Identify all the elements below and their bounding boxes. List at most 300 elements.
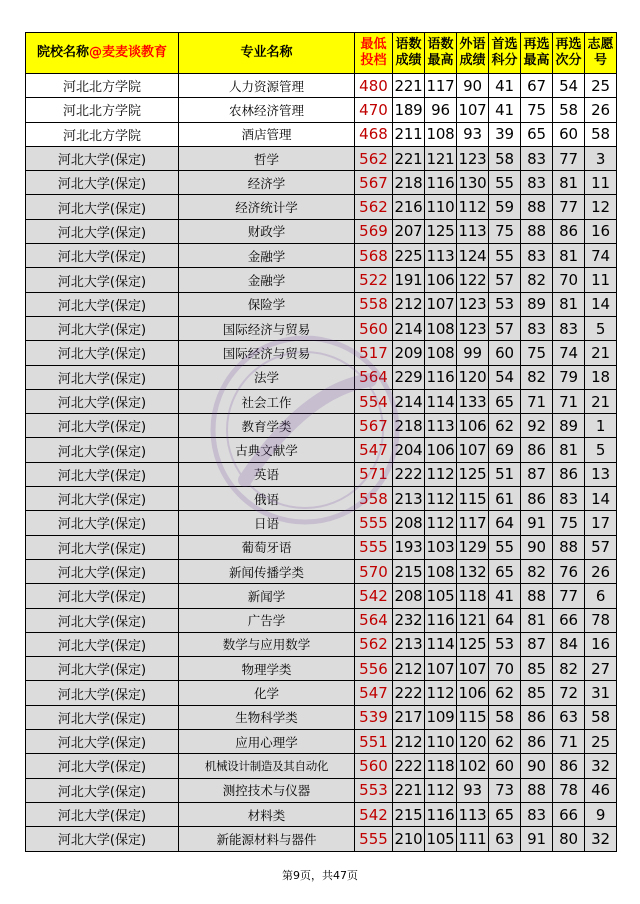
foreign-cell: 115 bbox=[457, 705, 489, 729]
second-next-cell: 70 bbox=[553, 268, 585, 292]
first-subject-cell: 63 bbox=[489, 827, 521, 851]
table-row bbox=[26, 195, 617, 219]
second-next-cell: 84 bbox=[553, 632, 585, 656]
school-cell: 河北大学(保定) bbox=[26, 292, 179, 316]
chinese-math-cell: 212 bbox=[393, 657, 425, 681]
school-cell: 河北大学(保定) bbox=[26, 438, 179, 462]
table-row bbox=[26, 487, 617, 511]
school-cell: 河北大学(保定) bbox=[26, 511, 179, 535]
second-max-cell: 82 bbox=[521, 559, 553, 583]
table-row bbox=[26, 535, 617, 559]
second-next-cell: 81 bbox=[553, 292, 585, 316]
chinese-math-max-cell: 125 bbox=[425, 219, 457, 243]
chinese-math-max-cell: 112 bbox=[425, 462, 457, 486]
table-header-row bbox=[26, 33, 617, 74]
second-max-cell: 91 bbox=[521, 827, 553, 851]
chinese-math-cell: 191 bbox=[393, 268, 425, 292]
second-max-cell: 82 bbox=[521, 365, 553, 389]
second-max-cell: 86 bbox=[521, 438, 553, 462]
first-subject-cell: 58 bbox=[489, 705, 521, 729]
table-row bbox=[26, 292, 617, 316]
major-cell: 广告学 bbox=[179, 608, 355, 632]
major-cell: 英语 bbox=[179, 462, 355, 486]
chinese-math-cell: 221 bbox=[393, 146, 425, 170]
second-next-cell: 77 bbox=[553, 584, 585, 608]
chinese-math-cell: 212 bbox=[393, 292, 425, 316]
major-cell: 新闻学 bbox=[179, 584, 355, 608]
major-cell: 哲学 bbox=[179, 146, 355, 170]
table-row bbox=[26, 98, 617, 122]
min-score-cell: 571 bbox=[355, 462, 393, 486]
chinese-math-cell: 222 bbox=[393, 681, 425, 705]
table-row bbox=[26, 681, 617, 705]
table-row bbox=[26, 341, 617, 365]
second-max-cell: 86 bbox=[521, 705, 553, 729]
chinese-math-max-cell: 112 bbox=[425, 681, 457, 705]
second-max-cell: 88 bbox=[521, 778, 553, 802]
second-max-cell: 89 bbox=[521, 292, 553, 316]
school-cell: 河北大学(保定) bbox=[26, 584, 179, 608]
table-row bbox=[26, 608, 617, 632]
volunteer-cell: 25 bbox=[585, 730, 617, 754]
min-score-cell: 547 bbox=[355, 438, 393, 462]
school-cell: 河北大学(保定) bbox=[26, 487, 179, 511]
chinese-math-max-cell: 105 bbox=[425, 827, 457, 851]
chinese-math-max-cell: 106 bbox=[425, 268, 457, 292]
chinese-math-max-cell: 105 bbox=[425, 584, 457, 608]
major-cell: 测控技术与仪器 bbox=[179, 778, 355, 802]
chinese-math-max-cell: 110 bbox=[425, 730, 457, 754]
table-row bbox=[26, 754, 617, 778]
major-cell: 国际经济与贸易 bbox=[179, 341, 355, 365]
chinese-math-max-cell: 110 bbox=[425, 195, 457, 219]
volunteer-cell: 27 bbox=[585, 657, 617, 681]
second-next-cell: 82 bbox=[553, 657, 585, 681]
foreign-cell: 93 bbox=[457, 122, 489, 146]
second-next-cell: 71 bbox=[553, 389, 585, 413]
table-row bbox=[26, 778, 617, 802]
school-cell: 河北北方学院 bbox=[26, 98, 179, 122]
chinese-math-cell: 218 bbox=[393, 414, 425, 438]
header-chinese-math: 语数 成绩 bbox=[393, 33, 425, 74]
first-subject-cell: 53 bbox=[489, 292, 521, 316]
school-cell: 河北大学(保定) bbox=[26, 632, 179, 656]
min-score-cell: 562 bbox=[355, 146, 393, 170]
table-row bbox=[26, 389, 617, 413]
major-cell: 新闻传播学类 bbox=[179, 559, 355, 583]
chinese-math-cell: 208 bbox=[393, 584, 425, 608]
foreign-cell: 90 bbox=[457, 74, 489, 98]
foreign-cell: 122 bbox=[457, 268, 489, 292]
first-subject-cell: 62 bbox=[489, 730, 521, 754]
chinese-math-cell: 229 bbox=[393, 365, 425, 389]
second-max-cell: 75 bbox=[521, 98, 553, 122]
second-max-cell: 91 bbox=[521, 511, 553, 535]
chinese-math-cell: 215 bbox=[393, 802, 425, 826]
first-subject-cell: 57 bbox=[489, 316, 521, 340]
volunteer-cell: 16 bbox=[585, 219, 617, 243]
major-cell: 保险学 bbox=[179, 292, 355, 316]
second-max-cell: 67 bbox=[521, 74, 553, 98]
second-next-cell: 76 bbox=[553, 559, 585, 583]
second-max-cell: 83 bbox=[521, 316, 553, 340]
foreign-cell: 93 bbox=[457, 778, 489, 802]
first-subject-cell: 55 bbox=[489, 244, 521, 268]
chinese-math-cell: 225 bbox=[393, 244, 425, 268]
second-max-cell: 83 bbox=[521, 244, 553, 268]
min-score-cell: 551 bbox=[355, 730, 393, 754]
second-next-cell: 89 bbox=[553, 414, 585, 438]
second-max-cell: 90 bbox=[521, 535, 553, 559]
foreign-cell: 133 bbox=[457, 389, 489, 413]
min-score-cell: 539 bbox=[355, 705, 393, 729]
school-cell: 河北大学(保定) bbox=[26, 462, 179, 486]
chinese-math-max-cell: 108 bbox=[425, 559, 457, 583]
foreign-cell: 118 bbox=[457, 584, 489, 608]
foreign-cell: 123 bbox=[457, 316, 489, 340]
chinese-math-max-cell: 113 bbox=[425, 414, 457, 438]
min-score-cell: 542 bbox=[355, 802, 393, 826]
header-school: 院校名称@麦麦谈教育 bbox=[26, 33, 179, 74]
header-volunteer: 志愿 号 bbox=[585, 33, 617, 74]
major-cell: 金融学 bbox=[179, 244, 355, 268]
chinese-math-cell: 222 bbox=[393, 462, 425, 486]
second-max-cell: 82 bbox=[521, 268, 553, 292]
second-next-cell: 66 bbox=[553, 802, 585, 826]
table-row bbox=[26, 316, 617, 340]
foreign-cell: 125 bbox=[457, 462, 489, 486]
chinese-math-cell: 211 bbox=[393, 122, 425, 146]
second-max-cell: 87 bbox=[521, 462, 553, 486]
major-cell: 金融学 bbox=[179, 268, 355, 292]
min-score-cell: 468 bbox=[355, 122, 393, 146]
chinese-math-max-cell: 112 bbox=[425, 511, 457, 535]
school-cell: 河北大学(保定) bbox=[26, 559, 179, 583]
school-cell: 河北大学(保定) bbox=[26, 754, 179, 778]
volunteer-cell: 16 bbox=[585, 632, 617, 656]
school-cell: 河北大学(保定) bbox=[26, 681, 179, 705]
volunteer-cell: 78 bbox=[585, 608, 617, 632]
second-next-cell: 63 bbox=[553, 705, 585, 729]
chinese-math-max-cell: 114 bbox=[425, 389, 457, 413]
min-score-cell: 517 bbox=[355, 341, 393, 365]
second-max-cell: 83 bbox=[521, 171, 553, 195]
header-second-next: 再选 次分 bbox=[553, 33, 585, 74]
foreign-cell: 117 bbox=[457, 511, 489, 535]
second-next-cell: 54 bbox=[553, 74, 585, 98]
foreign-cell: 113 bbox=[457, 219, 489, 243]
first-subject-cell: 41 bbox=[489, 584, 521, 608]
second-max-cell: 88 bbox=[521, 219, 553, 243]
table-row bbox=[26, 438, 617, 462]
first-subject-cell: 55 bbox=[489, 171, 521, 195]
chinese-math-cell: 222 bbox=[393, 754, 425, 778]
chinese-math-cell: 218 bbox=[393, 171, 425, 195]
chinese-math-max-cell: 96 bbox=[425, 98, 457, 122]
volunteer-cell: 21 bbox=[585, 389, 617, 413]
volunteer-cell: 14 bbox=[585, 292, 617, 316]
major-cell: 生物科学类 bbox=[179, 705, 355, 729]
chinese-math-max-cell: 116 bbox=[425, 171, 457, 195]
volunteer-cell: 3 bbox=[585, 146, 617, 170]
chinese-math-cell: 213 bbox=[393, 487, 425, 511]
school-cell: 河北北方学院 bbox=[26, 74, 179, 98]
volunteer-cell: 26 bbox=[585, 98, 617, 122]
major-cell: 应用心理学 bbox=[179, 730, 355, 754]
second-next-cell: 81 bbox=[553, 438, 585, 462]
min-score-cell: 562 bbox=[355, 195, 393, 219]
school-cell: 河北大学(保定) bbox=[26, 802, 179, 826]
school-cell: 河北大学(保定) bbox=[26, 365, 179, 389]
foreign-cell: 111 bbox=[457, 827, 489, 851]
first-subject-cell: 41 bbox=[489, 74, 521, 98]
second-next-cell: 77 bbox=[553, 146, 585, 170]
table-row bbox=[26, 511, 617, 535]
second-next-cell: 81 bbox=[553, 171, 585, 195]
foreign-cell: 107 bbox=[457, 98, 489, 122]
volunteer-cell: 6 bbox=[585, 584, 617, 608]
school-cell: 河北大学(保定) bbox=[26, 705, 179, 729]
major-cell: 化学 bbox=[179, 681, 355, 705]
second-max-cell: 88 bbox=[521, 195, 553, 219]
volunteer-cell: 26 bbox=[585, 559, 617, 583]
chinese-math-max-cell: 113 bbox=[425, 244, 457, 268]
major-cell: 俄语 bbox=[179, 487, 355, 511]
chinese-math-max-cell: 112 bbox=[425, 487, 457, 511]
second-next-cell: 74 bbox=[553, 341, 585, 365]
second-max-cell: 86 bbox=[521, 487, 553, 511]
major-cell: 葡萄牙语 bbox=[179, 535, 355, 559]
table-row bbox=[26, 730, 617, 754]
table-row bbox=[26, 559, 617, 583]
first-subject-cell: 64 bbox=[489, 608, 521, 632]
min-score-cell: 567 bbox=[355, 414, 393, 438]
header-chinese-math-max: 语数 最高 bbox=[425, 33, 457, 74]
foreign-cell: 129 bbox=[457, 535, 489, 559]
chinese-math-max-cell: 118 bbox=[425, 754, 457, 778]
second-max-cell: 85 bbox=[521, 657, 553, 681]
school-cell: 河北大学(保定) bbox=[26, 341, 179, 365]
first-subject-cell: 75 bbox=[489, 219, 521, 243]
chinese-math-max-cell: 116 bbox=[425, 608, 457, 632]
second-max-cell: 83 bbox=[521, 146, 553, 170]
major-cell: 国际经济与贸易 bbox=[179, 316, 355, 340]
min-score-cell: 570 bbox=[355, 559, 393, 583]
first-subject-cell: 65 bbox=[489, 559, 521, 583]
second-max-cell: 92 bbox=[521, 414, 553, 438]
chinese-math-cell: 217 bbox=[393, 705, 425, 729]
foreign-cell: 107 bbox=[457, 657, 489, 681]
major-cell: 财政学 bbox=[179, 219, 355, 243]
second-next-cell: 86 bbox=[553, 462, 585, 486]
school-cell: 河北大学(保定) bbox=[26, 171, 179, 195]
chinese-math-max-cell: 106 bbox=[425, 438, 457, 462]
school-cell: 河北大学(保定) bbox=[26, 244, 179, 268]
score-table-container bbox=[25, 32, 617, 852]
chinese-math-cell: 232 bbox=[393, 608, 425, 632]
table-row bbox=[26, 657, 617, 681]
foreign-cell: 125 bbox=[457, 632, 489, 656]
school-cell: 河北大学(保定) bbox=[26, 657, 179, 681]
volunteer-cell: 13 bbox=[585, 462, 617, 486]
header-foreign: 外语 成绩 bbox=[457, 33, 489, 74]
chinese-math-max-cell: 107 bbox=[425, 292, 457, 316]
chinese-math-max-cell: 116 bbox=[425, 365, 457, 389]
volunteer-cell: 14 bbox=[585, 487, 617, 511]
chinese-math-max-cell: 107 bbox=[425, 657, 457, 681]
school-cell: 河北大学(保定) bbox=[26, 608, 179, 632]
second-max-cell: 75 bbox=[521, 341, 553, 365]
second-next-cell: 58 bbox=[553, 98, 585, 122]
foreign-cell: 124 bbox=[457, 244, 489, 268]
volunteer-cell: 21 bbox=[585, 341, 617, 365]
first-subject-cell: 62 bbox=[489, 681, 521, 705]
table-row bbox=[26, 146, 617, 170]
volunteer-cell: 12 bbox=[585, 195, 617, 219]
volunteer-cell: 11 bbox=[585, 268, 617, 292]
major-cell: 新能源材料与器件 bbox=[179, 827, 355, 851]
foreign-cell: 120 bbox=[457, 365, 489, 389]
chinese-math-cell: 189 bbox=[393, 98, 425, 122]
major-cell: 法学 bbox=[179, 365, 355, 389]
table-row bbox=[26, 827, 617, 851]
min-score-cell: 553 bbox=[355, 778, 393, 802]
second-next-cell: 79 bbox=[553, 365, 585, 389]
second-next-cell: 81 bbox=[553, 244, 585, 268]
chinese-math-max-cell: 108 bbox=[425, 341, 457, 365]
first-subject-cell: 62 bbox=[489, 414, 521, 438]
volunteer-cell: 18 bbox=[585, 365, 617, 389]
second-next-cell: 60 bbox=[553, 122, 585, 146]
first-subject-cell: 60 bbox=[489, 341, 521, 365]
major-cell: 日语 bbox=[179, 511, 355, 535]
chinese-math-cell: 212 bbox=[393, 730, 425, 754]
min-score-cell: 556 bbox=[355, 657, 393, 681]
second-next-cell: 72 bbox=[553, 681, 585, 705]
table-row bbox=[26, 74, 617, 98]
chinese-math-cell: 204 bbox=[393, 438, 425, 462]
table-row bbox=[26, 219, 617, 243]
major-cell: 物理学类 bbox=[179, 657, 355, 681]
first-subject-cell: 65 bbox=[489, 802, 521, 826]
first-subject-cell: 41 bbox=[489, 98, 521, 122]
major-cell: 经济统计学 bbox=[179, 195, 355, 219]
first-subject-cell: 64 bbox=[489, 511, 521, 535]
first-subject-cell: 65 bbox=[489, 389, 521, 413]
volunteer-cell: 31 bbox=[585, 681, 617, 705]
school-cell: 河北大学(保定) bbox=[26, 316, 179, 340]
min-score-cell: 522 bbox=[355, 268, 393, 292]
major-cell: 人力资源管理 bbox=[179, 74, 355, 98]
min-score-cell: 564 bbox=[355, 365, 393, 389]
second-next-cell: 86 bbox=[553, 219, 585, 243]
table-row bbox=[26, 244, 617, 268]
foreign-cell: 121 bbox=[457, 608, 489, 632]
first-subject-cell: 57 bbox=[489, 268, 521, 292]
second-max-cell: 86 bbox=[521, 730, 553, 754]
chinese-math-max-cell: 108 bbox=[425, 122, 457, 146]
min-score-cell: 470 bbox=[355, 98, 393, 122]
school-cell: 河北大学(保定) bbox=[26, 730, 179, 754]
chinese-math-cell: 210 bbox=[393, 827, 425, 851]
chinese-math-max-cell: 114 bbox=[425, 632, 457, 656]
score-table bbox=[25, 32, 617, 852]
min-score-cell: 558 bbox=[355, 292, 393, 316]
first-subject-cell: 58 bbox=[489, 146, 521, 170]
major-cell: 数学与应用数学 bbox=[179, 632, 355, 656]
major-cell: 古典文献学 bbox=[179, 438, 355, 462]
foreign-cell: 123 bbox=[457, 146, 489, 170]
second-max-cell: 83 bbox=[521, 802, 553, 826]
table-row bbox=[26, 268, 617, 292]
chinese-math-cell: 207 bbox=[393, 219, 425, 243]
volunteer-cell: 57 bbox=[585, 535, 617, 559]
school-cell: 河北大学(保定) bbox=[26, 146, 179, 170]
second-max-cell: 71 bbox=[521, 389, 553, 413]
second-max-cell: 87 bbox=[521, 632, 553, 656]
chinese-math-max-cell: 109 bbox=[425, 705, 457, 729]
min-score-cell: 555 bbox=[355, 535, 393, 559]
volunteer-cell: 46 bbox=[585, 778, 617, 802]
foreign-cell: 112 bbox=[457, 195, 489, 219]
volunteer-cell: 32 bbox=[585, 827, 617, 851]
foreign-cell: 120 bbox=[457, 730, 489, 754]
school-cell: 河北大学(保定) bbox=[26, 268, 179, 292]
school-cell: 河北大学(保定) bbox=[26, 219, 179, 243]
first-subject-cell: 60 bbox=[489, 754, 521, 778]
table-row bbox=[26, 584, 617, 608]
first-subject-cell: 69 bbox=[489, 438, 521, 462]
second-max-cell: 90 bbox=[521, 754, 553, 778]
min-score-cell: 555 bbox=[355, 511, 393, 535]
volunteer-cell: 32 bbox=[585, 754, 617, 778]
header-min-score: 最低 投档 bbox=[355, 33, 393, 74]
second-next-cell: 75 bbox=[553, 511, 585, 535]
first-subject-cell: 55 bbox=[489, 535, 521, 559]
second-next-cell: 78 bbox=[553, 778, 585, 802]
table-row bbox=[26, 122, 617, 146]
school-cell: 河北大学(保定) bbox=[26, 195, 179, 219]
min-score-cell: 480 bbox=[355, 74, 393, 98]
min-score-cell: 567 bbox=[355, 171, 393, 195]
volunteer-cell: 74 bbox=[585, 244, 617, 268]
table-row bbox=[26, 171, 617, 195]
page-footer: 第9页，共47页 bbox=[282, 869, 358, 882]
school-cell: 河北大学(保定) bbox=[26, 827, 179, 851]
volunteer-cell: 5 bbox=[585, 438, 617, 462]
first-subject-cell: 61 bbox=[489, 487, 521, 511]
chinese-math-cell: 214 bbox=[393, 316, 425, 340]
chinese-math-cell: 214 bbox=[393, 389, 425, 413]
volunteer-cell: 17 bbox=[585, 511, 617, 535]
min-score-cell: 560 bbox=[355, 316, 393, 340]
chinese-math-cell: 215 bbox=[393, 559, 425, 583]
foreign-cell: 106 bbox=[457, 681, 489, 705]
chinese-math-cell: 193 bbox=[393, 535, 425, 559]
school-cell: 河北北方学院 bbox=[26, 122, 179, 146]
major-cell: 酒店管理 bbox=[179, 122, 355, 146]
volunteer-cell: 25 bbox=[585, 74, 617, 98]
second-next-cell: 83 bbox=[553, 487, 585, 511]
chinese-math-cell: 209 bbox=[393, 341, 425, 365]
second-next-cell: 83 bbox=[553, 316, 585, 340]
min-score-cell: 568 bbox=[355, 244, 393, 268]
first-subject-cell: 70 bbox=[489, 657, 521, 681]
school-cell: 河北大学(保定) bbox=[26, 535, 179, 559]
foreign-cell: 132 bbox=[457, 559, 489, 583]
foreign-cell: 102 bbox=[457, 754, 489, 778]
header-brand: @麦麦谈教育 bbox=[89, 45, 168, 60]
